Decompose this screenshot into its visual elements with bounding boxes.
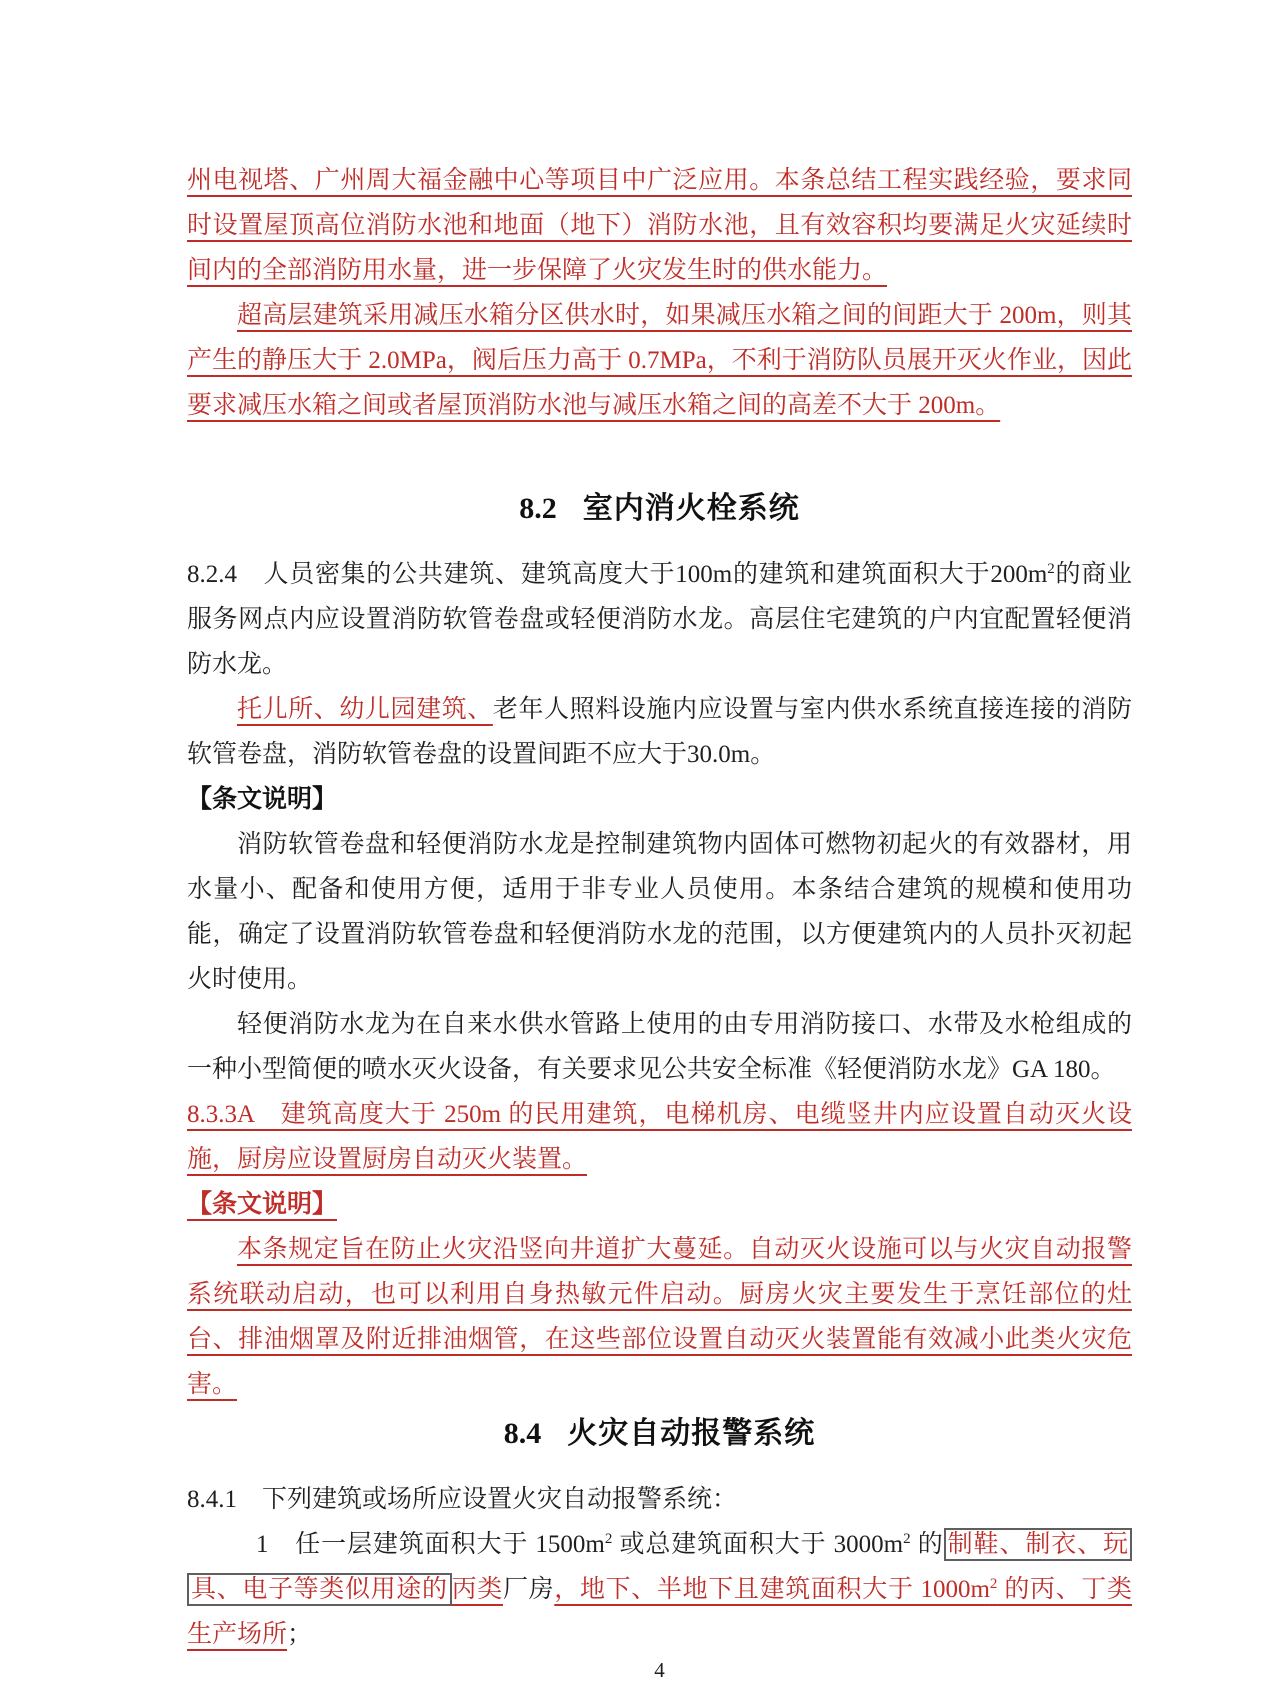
- superscript-square-meters: 2: [604, 1531, 613, 1547]
- list-item-1-text: 或总建筑面积大于 3000m: [612, 1531, 904, 1558]
- page-number: 4: [654, 1658, 665, 1682]
- paragraph-pressure-reducing-tank-revision: 超高层建筑采用减压水箱分区供水时，如果减压水箱之间的间距大于 200m，则其产生的静压大于 2.0MPa，阀后压力高于 0.7MPa，不利于消防队员展开灭火作业，因此要求减压水箱之间或者屋顶消防水池与减压水箱之间的高差不大于 200m。: [187, 302, 1132, 419]
- clause-8-3-3a-revision: 8.3.3A 建筑高度大于 250m 的民用建筑，电梯机房、电缆竖井内应设置自动灭火设施，厨房应设置厨房自动灭火装置。: [187, 1101, 1132, 1173]
- clause-8-4-1: 8.4.1 下列建筑或场所应设置火灾自动报警系统：: [187, 1486, 738, 1513]
- section-8-4-title: 火灾自动报警系统: [567, 1417, 816, 1450]
- section-heading-8-2: [187, 489, 1132, 529]
- paragraph-elderly-care-text: 老年人照料设施内应设置与室内供水系统直接连接的消防软管卷盘，消防软管卷盘的设置间距不应大于30.0m。: [187, 696, 1132, 768]
- revision-run-underground-text: ，地下、半地下且建筑面积大于 1000m: [554, 1576, 990, 1603]
- clause-explanation-label-black: 【条文说明】: [187, 785, 338, 813]
- clause-8-2-4-text: 8.2.4 人员密集的公共建筑、建筑高度大于100m的建筑和建筑面积大于200m: [187, 561, 1048, 588]
- list-item-1-factory-text: 厂房: [502, 1576, 555, 1603]
- explanation-paragraph-shaft-fire-revision: 本条规定旨在防止火灾沿竖向井道扩大蔓延。自动灭火设施可以与火灾自动报警系统联动启动，也可以利用自身热敏元件启动。厨房火灾主要发生于烹饪部位的灶台、排油烟罩及附近排油烟管，在这些部位设置自动灭火装置能有效减小此类火灾危害。: [187, 1236, 1132, 1398]
- superscript-square-meters: 2: [989, 1576, 998, 1592]
- clause-8-2-4-text-continued: 的商业服务网点内应设置消防软管卷盘或轻便消防水龙。高层住宅建筑的户内宜配置轻便消防水龙。: [187, 561, 1132, 678]
- list-item-1-text: 的: [910, 1531, 944, 1558]
- paragraph-rooftop-fire-tank-revision: 州电视塔、广州周大福金融中心等项目中广泛应用。本条总结工程实践经验，要求同时设置屋顶高位消防水池和地面（地下）消防水池，且有效容积均要满足火灾延续时间内的全部消防用水量，进一步保障了火灾发生时的供水能力。: [187, 167, 1132, 284]
- section-8-4-number: 8.4: [503, 1417, 542, 1450]
- clause-explanation-label-red: 【条文说明】: [187, 1190, 338, 1218]
- section-heading-8-4: [187, 1414, 1132, 1454]
- list-item-1-semicolon: ；: [287, 1621, 313, 1648]
- superscript-square-meters: 2: [903, 1531, 911, 1547]
- section-8-2-title: 室内消火栓系统: [582, 492, 800, 525]
- document-content: [187, 158, 1132, 1657]
- section-8-2-number: 8.2: [519, 492, 557, 525]
- list-item-1-text: 1 任一层建筑面积大于 1500m: [256, 1531, 605, 1558]
- revision-run-nursery-kindergarten: 托儿所、幼儿园建筑、: [237, 696, 493, 723]
- explanation-paragraph-portable-hose: 轻便消防水龙为在自来水供水管路上使用的由专用消防接口、水带及水枪组成的一种小型简便的喷水灭火设备，有关要求见公共安全标准《轻便消防水龙》GA 180。: [187, 1011, 1132, 1083]
- revision-run-class-c: 丙类: [451, 1576, 503, 1603]
- superscript-square-meters: 2: [1047, 561, 1055, 577]
- clause-8-2-4: [187, 552, 1132, 687]
- revision-run-underground-text-continued: 的丙、丁类生产场所: [187, 1576, 1132, 1648]
- explanation-paragraph-hose-reel: 消防软管卷盘和轻便消防水龙是控制建筑物内固体可燃物初起火的有效器材，用水量小、配备和使用方便，适用于非专业人员使用。本条结合建筑的规模和使用功能，确定了设置消防软管卷盘和轻便消防水龙的范围，以方便建筑内的人员扑灭初起火时使用。: [187, 831, 1132, 993]
- list-item-1-fire-alarm-scope: [187, 1522, 1132, 1657]
- revision-boxed-run-factory-types: 制鞋、制衣、玩具、电子等类似用途的: [187, 1528, 1132, 1606]
- paragraph-nursery-hose-reel: [187, 687, 1132, 777]
